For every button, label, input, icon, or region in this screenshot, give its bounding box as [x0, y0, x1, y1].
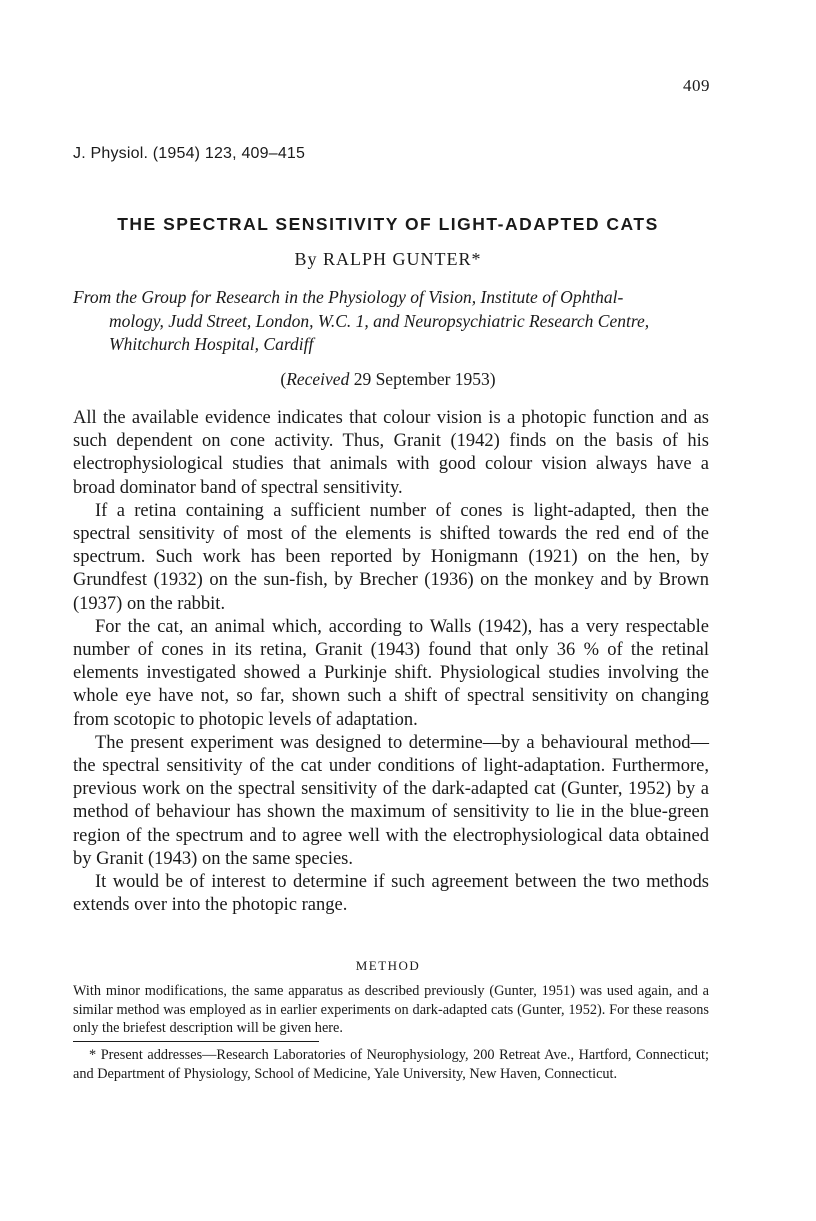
journal-citation: J. Physiol. (1954) 123, 409–415 [73, 145, 306, 162]
article-author: By RALPH GUNTER* [294, 249, 482, 269]
body-paragraph-2: If a retina containing a sufficient number of cones is light-adapted, then the spectral sensitivity of most of the elements is shifted towards the red end of the spectrum. Such work has been reported by Honigmann (1921) on the hen, by Grundfest (1932) on the sun-fish, by Brecher (1936) on the monkey and by Brown (1937) on the rabbit. [73, 500, 709, 614]
received-date-value: 29 September 1953) [349, 369, 496, 389]
page-number: 409 [683, 76, 710, 95]
received-date [0, 369, 776, 390]
footnote-text: Present addresses—Research Laboratories of Neurophysiology, 200 Retreat Ave., Hartford, Connecticut; and Department of Physiology, School of Medicine, Yale University, New Haven, Connecticut. [73, 1047, 709, 1082]
received-label: Received [286, 369, 350, 389]
footnote-divider [73, 1041, 319, 1042]
body-paragraph-1: All the available evidence indicates that colour vision is a photopic function and as such dependent on cone activity. Thus, Granit (1942) finds on the basis of his electrophysiological studies that animals with good colour vision always have a broad dominator band of spectral sensitivity. [73, 408, 709, 498]
author-affiliation [73, 286, 713, 357]
article-body [73, 407, 709, 917]
affiliation-line-3: Whitchurch Hospital, Cardiff [109, 334, 314, 354]
body-paragraph-3: For the cat, an animal which, according to Walls (1942), has a very respectable number of cones in its retina, Granit (1943) found that only 36 % of the retinal elements investigated showed a Purkinje shift. Physiological studies involving the whole eye have not, so far, shown such a shift of spectral sensitivity on changing from scotopic to photopic levels of adaptation. [73, 616, 709, 730]
method-heading: METHOD [355, 958, 421, 973]
article-title: THE SPECTRAL SENSITIVITY OF LIGHT-ADAPTED CATS [117, 214, 659, 234]
footnote [73, 1046, 709, 1084]
method-paragraph: With minor modifications, the same apparatus as described previously (Gunter, 1951) was used again, and a similar method was employed as in earlier experiments on dark-adapted cats (Gunter, 1952). For these reasons only the briefest description will be given here. [73, 983, 709, 1036]
footnote-marker: * [89, 1047, 97, 1063]
received-open: ( [280, 369, 287, 389]
body-paragraph-4: The present experiment was designed to determine—by a behavioural method—the spectral sensitivity of the cat under conditions of light-adaptation. Furthermore, previous work on the spectral sensitivity of the dark-adapted cat (Gunter, 1952) by a method of behaviour has shown the maximum of sensitivity to lie in the blue-green region of the spectrum and to agree well with the electrophysiological data obtained by Granit (1943) on the same species. [73, 732, 709, 869]
affiliation-line-1: From the Group for Research in the Physiology of Vision, Institute of Ophthal- [73, 287, 624, 307]
affiliation-line-2: mology, Judd Street, London, W.C. 1, and Neuropsychiatric Research Centre, [109, 310, 650, 331]
body-paragraph-5: It would be of interest to determine if such agreement between the two methods extends over into the photopic range. [73, 872, 709, 916]
